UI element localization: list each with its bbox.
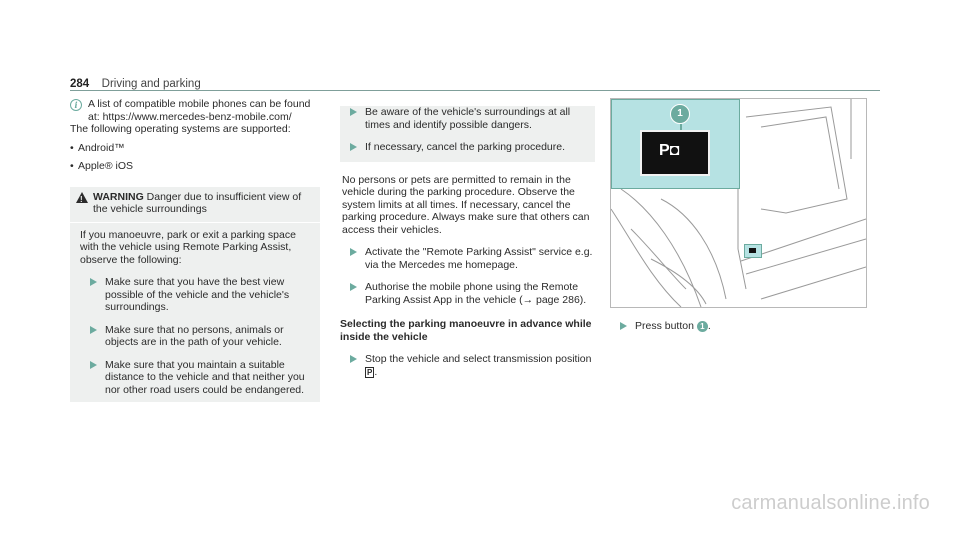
os-list — [70, 142, 320, 173]
body-paragraph: No persons or pets are permitted to remain in the vehicle during the parking procedure. Observe the system limits at all times. If necessary, cancel the parking procedure. Always make sure that others can access their vehicles. — [342, 173, 590, 236]
page-number: 284 — [70, 78, 90, 90]
subheading: Selecting the parking manoeuvre in advance while inside the vehicle — [340, 318, 592, 343]
arrow-right-icon — [350, 248, 357, 256]
warning-body — [70, 223, 320, 403]
list-item: Make sure that you have the best view possible of the vehicle and the vehicle's surroundings. — [80, 276, 314, 314]
arrow-right-icon — [350, 108, 357, 116]
info-note — [70, 98, 320, 123]
arrow-right-icon — [350, 283, 357, 291]
parking-camera-icon: P◘ — [659, 142, 680, 159]
remote-parking-button — [640, 130, 710, 176]
list-item: • Apple® iOS — [70, 160, 320, 173]
list-item: Make sure that you maintain a suitable distance to the vehicle and that neither you nor other road users could be endangered. — [80, 359, 314, 397]
os-intro: The following operating systems are supported: — [70, 123, 291, 135]
arrow-right-icon — [350, 355, 357, 363]
callout-1: 1 — [670, 104, 690, 124]
column-2 — [340, 98, 595, 378]
gear-p-symbol: P — [367, 367, 373, 377]
warning-text: If you manoeuvre, park or exit a parking space with the vehicle using Remote Parking Assist, observe the following: — [80, 228, 296, 266]
info-icon: i — [70, 99, 82, 111]
arrow-right-icon — [350, 143, 357, 151]
list-item: Stop the vehicle and select transmission position P . — [340, 353, 595, 378]
note-text: A list of compatible mobile phones can be found at: https://www.mercedes-benz-mobile.com/ — [88, 98, 311, 123]
list-item: Be aware of the vehicle's surroundings at all times and identify possible dangers. — [340, 106, 595, 131]
list-item: If necessary, cancel the parking procedure. — [340, 141, 595, 154]
column-1 — [70, 98, 320, 402]
list-item: • Android™ — [70, 142, 320, 155]
callout-ref-1: 1 — [697, 321, 708, 332]
column-3 — [610, 98, 865, 333]
arrow-right-icon — [620, 322, 627, 330]
watermark: carmanualsonline.info — [731, 492, 930, 514]
warning-triangle-icon — [76, 192, 88, 203]
list-item: Activate the "Remote Parking Assist" service e.g. via the Mercedes me homepage. — [340, 246, 595, 271]
dashboard-illustration — [610, 98, 867, 308]
list-item: Press button 1 . — [610, 320, 865, 333]
warning-label: WARNING — [93, 190, 144, 203]
zoomed-button-view — [611, 99, 740, 189]
arrow-right-icon — [90, 278, 97, 286]
button-location-marker — [744, 244, 762, 258]
arrow-right-icon — [90, 326, 97, 334]
page-header — [70, 74, 880, 91]
warning-header — [70, 187, 320, 223]
warning-title: Danger due to insufficient view of the vehicle surroundings — [93, 190, 302, 215]
list-item: Make sure that no persons, animals or objects are in the path of your vehicle. — [80, 324, 314, 349]
warning-box — [70, 187, 320, 403]
arrow-right-icon — [90, 361, 97, 369]
section-title: Driving and parking — [101, 78, 201, 90]
list-item: Authorise the mobile phone using the Remote Parking Assist App in the vehicle (→ page 286). — [340, 281, 595, 306]
warning-continuation — [340, 106, 595, 162]
